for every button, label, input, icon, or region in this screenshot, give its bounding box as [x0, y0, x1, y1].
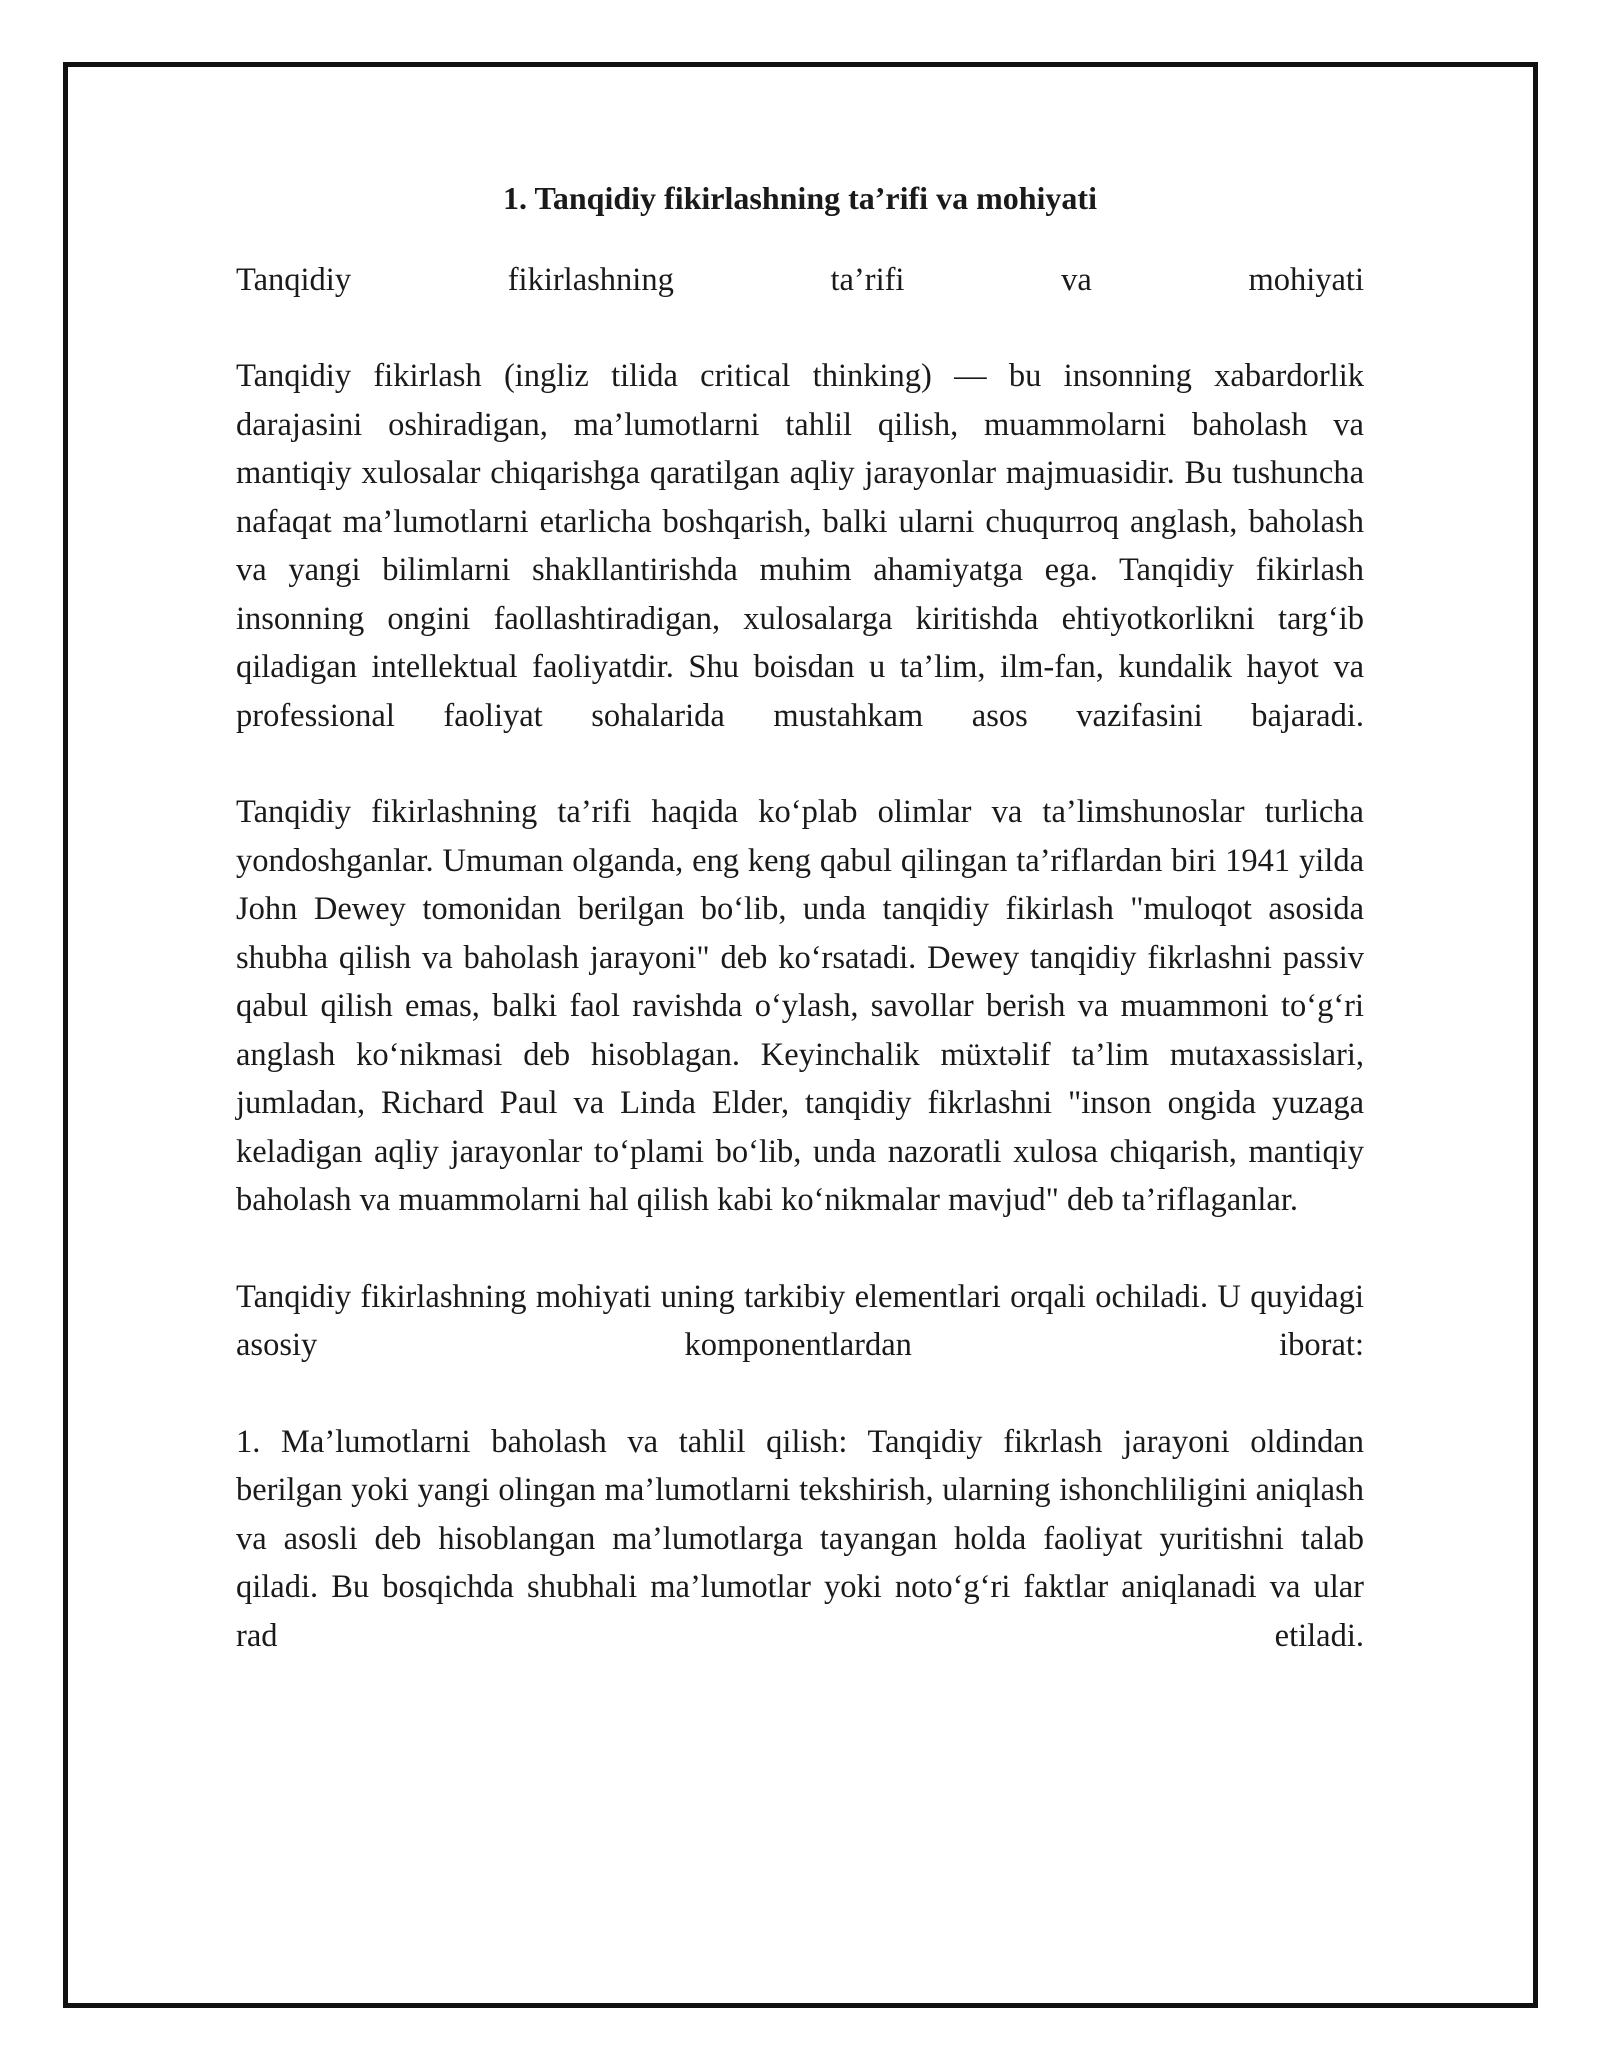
paragraph-component-1: 1. Ma’lumotlarni baholash va tahlil qilish: Tanqidiy fikrlash jarayoni oldindan berilgan yoki yangi olingan ma’lumotlarni tekshirish, ularning ishonchliligini aniqlash va asosli deb hisoblangan ma’lumotlarga tayangan holda faoliyat yuritishni talab qiladi. Bu bosqichda shubhali ma’lumotlar yoki noto‘g‘ri faktlar aniqlanadi va ular rad etiladi.	[236, 1423, 1364, 1654]
document-body	[236, 178, 1364, 1708]
paragraph-history: Tanqidiy fikirlashning ta’rifi haqida ko‘plab olimlar va ta’limshunoslar turlicha yondoshganlar. Umuman olganda, eng keng qabul qilingan ta’riflardan biri 1941 yilda John Dewey tomonidan berilgan bo‘lib, unda tanqidiy fikirlash "muloqot asosida shubha qilish va baholash jarayoni" deb ko‘rsatadi. Dewey tanqidiy fikrlashni passiv qabul qilish emas, balki faol ravishda o‘ylash, savollar berish va muammoni to‘g‘ri anglash ko‘nikmasi deb hisoblagan. Keyinchalik müxtəlif ta’lim mutaxassislari, jumladan, Richard Paul va Linda Elder, tanqidiy fikrlashni "inson ongida yuzaga keladigan aqliy jarayonlar to‘plami bo‘lib, unda nazoratli xulosa chiqarish, mantiqiy baholash va muammolarni hal qilish kabi ko‘nikmalar mavjud" deb ta’riflaganlar.	[236, 794, 1364, 1219]
paragraph-definition: Tanqidiy fikirlash (ingliz tilida critical thinking) — bu insonning xabardorlik darajasini oshiradigan, ma’lumotlarni tahlil qilish, muammolarni baholash va mantiqiy xulosalar chiqarishga qaratilgan aqliy jarayonlar majmuasidir. Bu tushuncha nafaqat ma’lumotlarni etarlicha boshqarish, balki ularni chuqurroq anglash, baholash va yangi bilimlarni shakllantirishda muhim ahamiyatga ega. Tanqidiy fikirlash insonning ongini faollashtiradigan, xulosalarga kiritishda ehtiyotkorlikni targ‘ib qiladigan intellektual faoliyatdir. Shu boisdan u ta’lim, ilm-fan, kundalik hayot va professional faoliyat sohalarida mustahkam asos vazifasini bajaradi.	[236, 358, 1364, 734]
document-title: 1. Tanqidiy fikirlashning ta’rifi va mohiyati	[503, 180, 1097, 216]
section-subheading: Tanqidiy fikirlashning ta’rifi va mohiyati	[236, 261, 1364, 298]
paragraph-essence: Tanqidiy fikirlashning mohiyati uning tarkibiy elementlari orqali ochiladi. U quyidagi asosiy komponentlardan iborat:	[236, 1278, 1364, 1364]
